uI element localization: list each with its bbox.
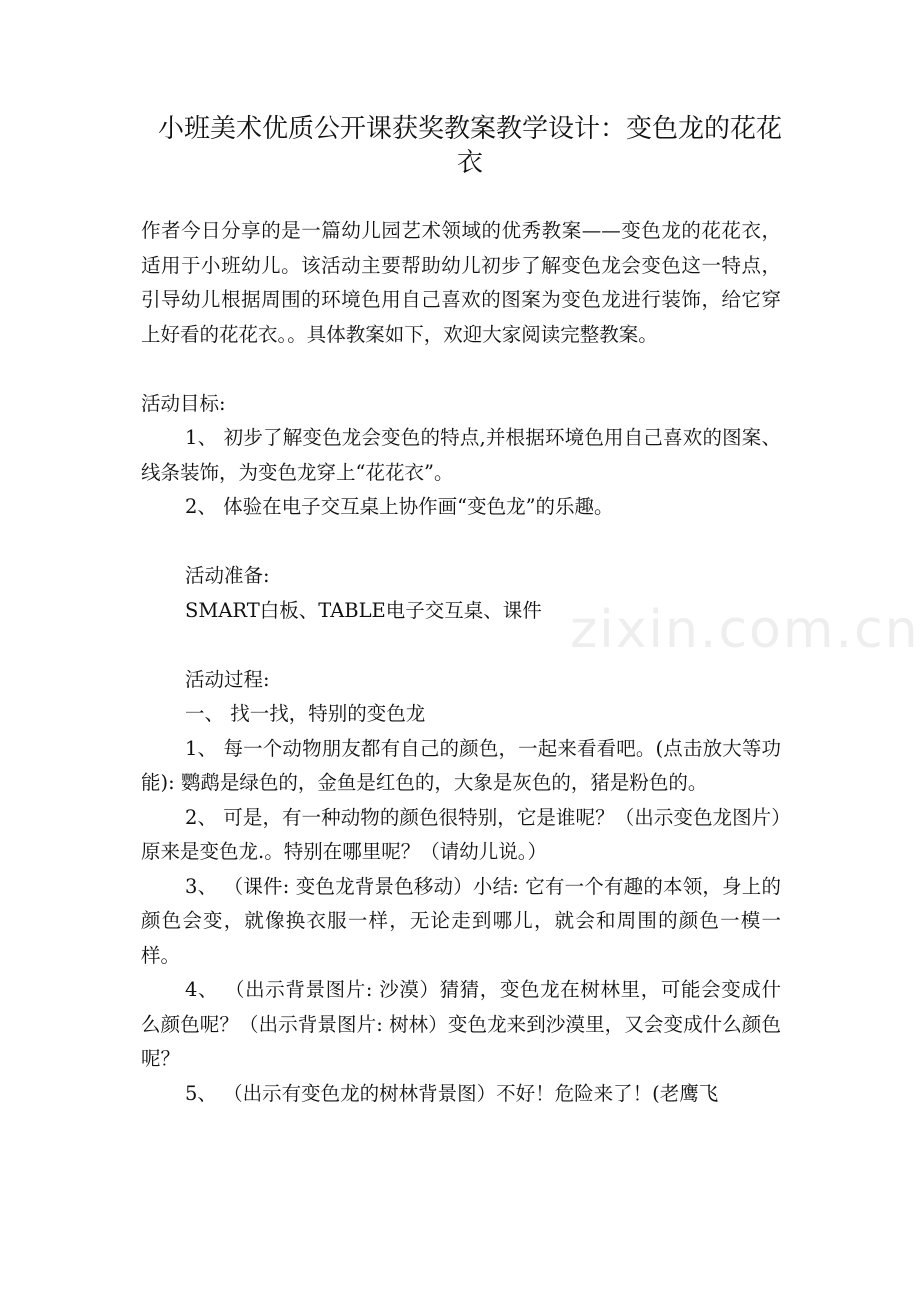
goal-item-2: 2、 体验在电子交互桌上协作画“变色龙”的乐趣。 [185,495,614,518]
process-item-4: 4、 （出示背景图片: 沙漠）猜猜，变色龙在树林里，可能会变成什么颜色呢？（出示背景图片: 树林）变色龙来到沙漠里，又会变成什么颜色呢？ [141,978,781,1070]
prep-heading: 活动准备: [185,564,270,587]
process-section-1: 一、 找一找，特别的变色龙 [185,702,426,725]
process-item-1: 1、 每一个动物朋友都有自己的颜色，一起来看看吧。(点击放大等功能): 鹦鹉是绿色的，金鱼是红色的，大象是灰色的，猪是粉色的。 [141,736,781,794]
prep-text: SMART白板、TABLE电子交互桌、课件 [185,598,542,622]
document-title: 小班美术优质公开课获奖教案教学设计：变色龙的花花衣 [157,114,782,178]
goals-heading: 活动目标: [141,391,226,415]
process-item-3: 3、 （课件: 变色龙背景色移动）小结: 它有一个有趣的本领，身上的颜色会变，就像换衣服一样，无论走到哪儿，就会和周围的颜色一模一样。 [141,874,781,967]
process-item-2: 2、 可是，有一种动物的颜色很特别，它是谁呢？（出示变色龙图片）原来是变色龙.。特别在哪里呢？（请幼儿说。） [141,805,781,863]
process-heading: 活动过程: [185,667,270,691]
document-body [141,214,781,1111]
watermark: zixin.com.cn [570,600,920,660]
process-item-5: 5、 （出示有变色龙的树林背景图）不好！危险来了！(老鹰飞 [185,1081,719,1105]
intro-paragraph: 作者今日分享的是一篇幼儿园艺术领域的优秀教案——变色龙的花花衣，适用于小班幼儿。该活动主要帮助幼儿初步了解变色龙会变色这一特点，引导幼儿根据周围的环境色用自己喜欢的图案为变色龙进行装饰，给它穿上好看的花花衣。。具体教案如下，欢迎大家阅读完整教案。 [141,219,781,346]
goal-item-1: 1、 初步了解变色龙会变色的特点,并根据环境色用自己喜欢的图案、线条装饰，为变色龙穿上“花花衣”。 [141,426,781,484]
